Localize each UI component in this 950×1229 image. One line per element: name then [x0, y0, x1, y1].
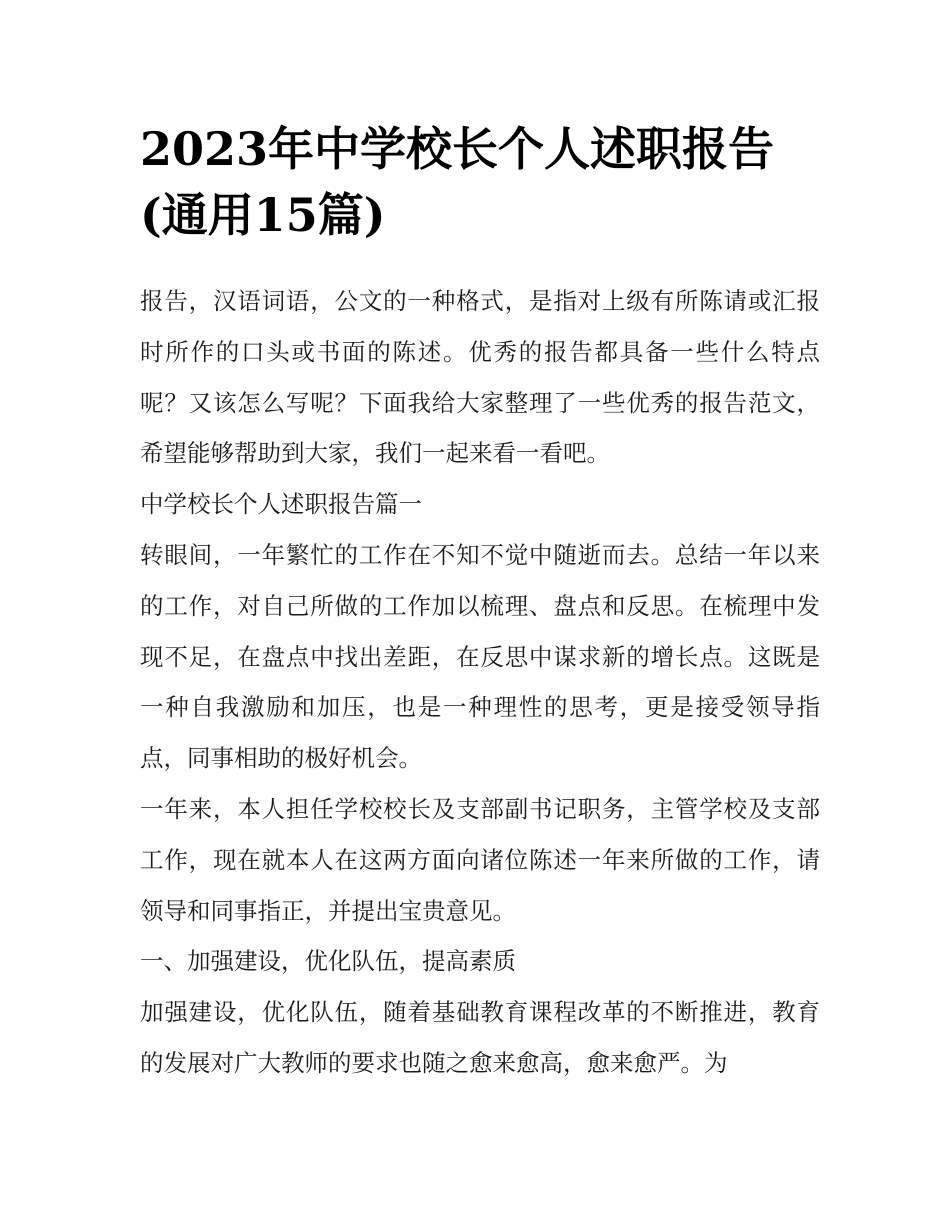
subsection-heading: 一、加强建设，优化队伍，提高素质: [140, 947, 516, 976]
body-paragraph: 转眼间，一年繁忙的工作在不知不觉中随逝而去。总结一年以来的工作，对自己所做的工作加以梳理、盘点和反思。在梳理中发现不足，在盘点中找出差距，在反思中谋求新的增长点。这既是一种自我激励和加压，也是一种理性的思考，更是接受领导指点，同事相助的极好机会。: [140, 540, 820, 773]
body-paragraph: 一年来，本人担任学校校长及支部副书记职务，主管学校及支部工作，现在就本人在这两方面向诸位陈述一年来所做的工作，请领导和同事指正，并提出宝贵意见。: [140, 794, 820, 925]
document-title: 2023年中学校长个人述职报告(通用15篇): [140, 122, 775, 242]
section-heading: 中学校长个人述职报告篇一: [140, 490, 422, 519]
document-body: [140, 276, 820, 1089]
body-paragraph: 加强建设，优化队伍，随着基础教育课程改革的不断推进，教育的发展对广大教师的要求也随之愈来愈高，愈来愈严。为: [140, 998, 820, 1077]
intro-paragraph: 报告，汉语词语，公文的一种格式，是指对上级有所陈请或汇报时所作的口头或书面的陈述。优秀的报告都具备一些什么特点呢？又该怎么写呢？下面我给大家整理了一些优秀的报告范文，希望能够帮助到大家，我们一起来看一看吧。: [140, 287, 820, 468]
